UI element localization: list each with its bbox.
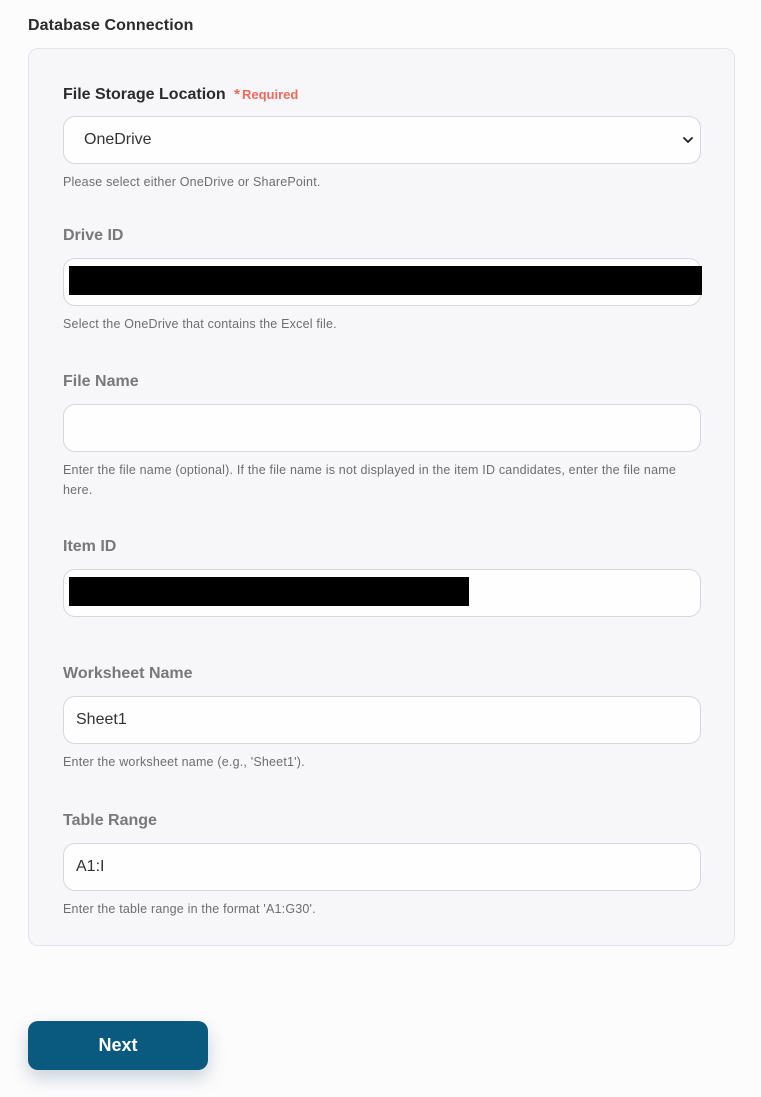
next-button[interactable]: Next <box>28 1021 208 1070</box>
chevron-down-icon <box>682 134 694 146</box>
item-id-field <box>63 537 703 617</box>
storage-location-select[interactable] <box>63 116 701 164</box>
drive-id-label: Drive ID <box>63 227 124 244</box>
worksheet-name-field <box>63 664 703 772</box>
redacted-value <box>69 577 469 606</box>
worksheet-name-input[interactable] <box>63 696 701 744</box>
connection-form-card <box>28 48 735 946</box>
required-indicator <box>234 87 298 102</box>
file-name-help: Enter the file name (optional). If the file name is not displayed in the item ID candidates, enter the file name here. <box>63 463 677 497</box>
drive-id-field <box>63 226 703 334</box>
item-id-input[interactable] <box>63 569 701 617</box>
storage-location-label-text: File Storage Location <box>63 86 226 103</box>
required-text: Required <box>241 87 299 102</box>
item-id-label: Item ID <box>63 538 117 555</box>
storage-location-field <box>63 85 703 192</box>
drive-id-input[interactable] <box>63 258 701 306</box>
drive-id-help: Select the OneDrive that contains the Excel file. <box>63 317 337 331</box>
storage-location-value: OneDrive <box>84 131 152 148</box>
required-star: * <box>234 86 240 103</box>
table-range-help: Enter the table range in the format 'A1:G30'. <box>63 902 316 916</box>
file-name-field <box>63 372 703 500</box>
table-range-field <box>63 811 703 919</box>
storage-location-help: Please select either OneDrive or SharePoint. <box>63 175 321 189</box>
table-range-input[interactable] <box>63 843 701 891</box>
worksheet-name-value: Sheet1 <box>76 711 127 728</box>
table-range-label: Table Range <box>63 812 157 829</box>
file-name-label: File Name <box>63 373 139 390</box>
file-name-input[interactable] <box>63 404 701 452</box>
worksheet-name-label: Worksheet Name <box>63 665 193 682</box>
redacted-value <box>69 266 702 295</box>
storage-location-label <box>63 85 703 105</box>
worksheet-name-help: Enter the worksheet name (e.g., 'Sheet1'). <box>63 755 305 769</box>
table-range-value: A1:I <box>76 858 105 875</box>
section-title: Database Connection <box>28 17 194 34</box>
